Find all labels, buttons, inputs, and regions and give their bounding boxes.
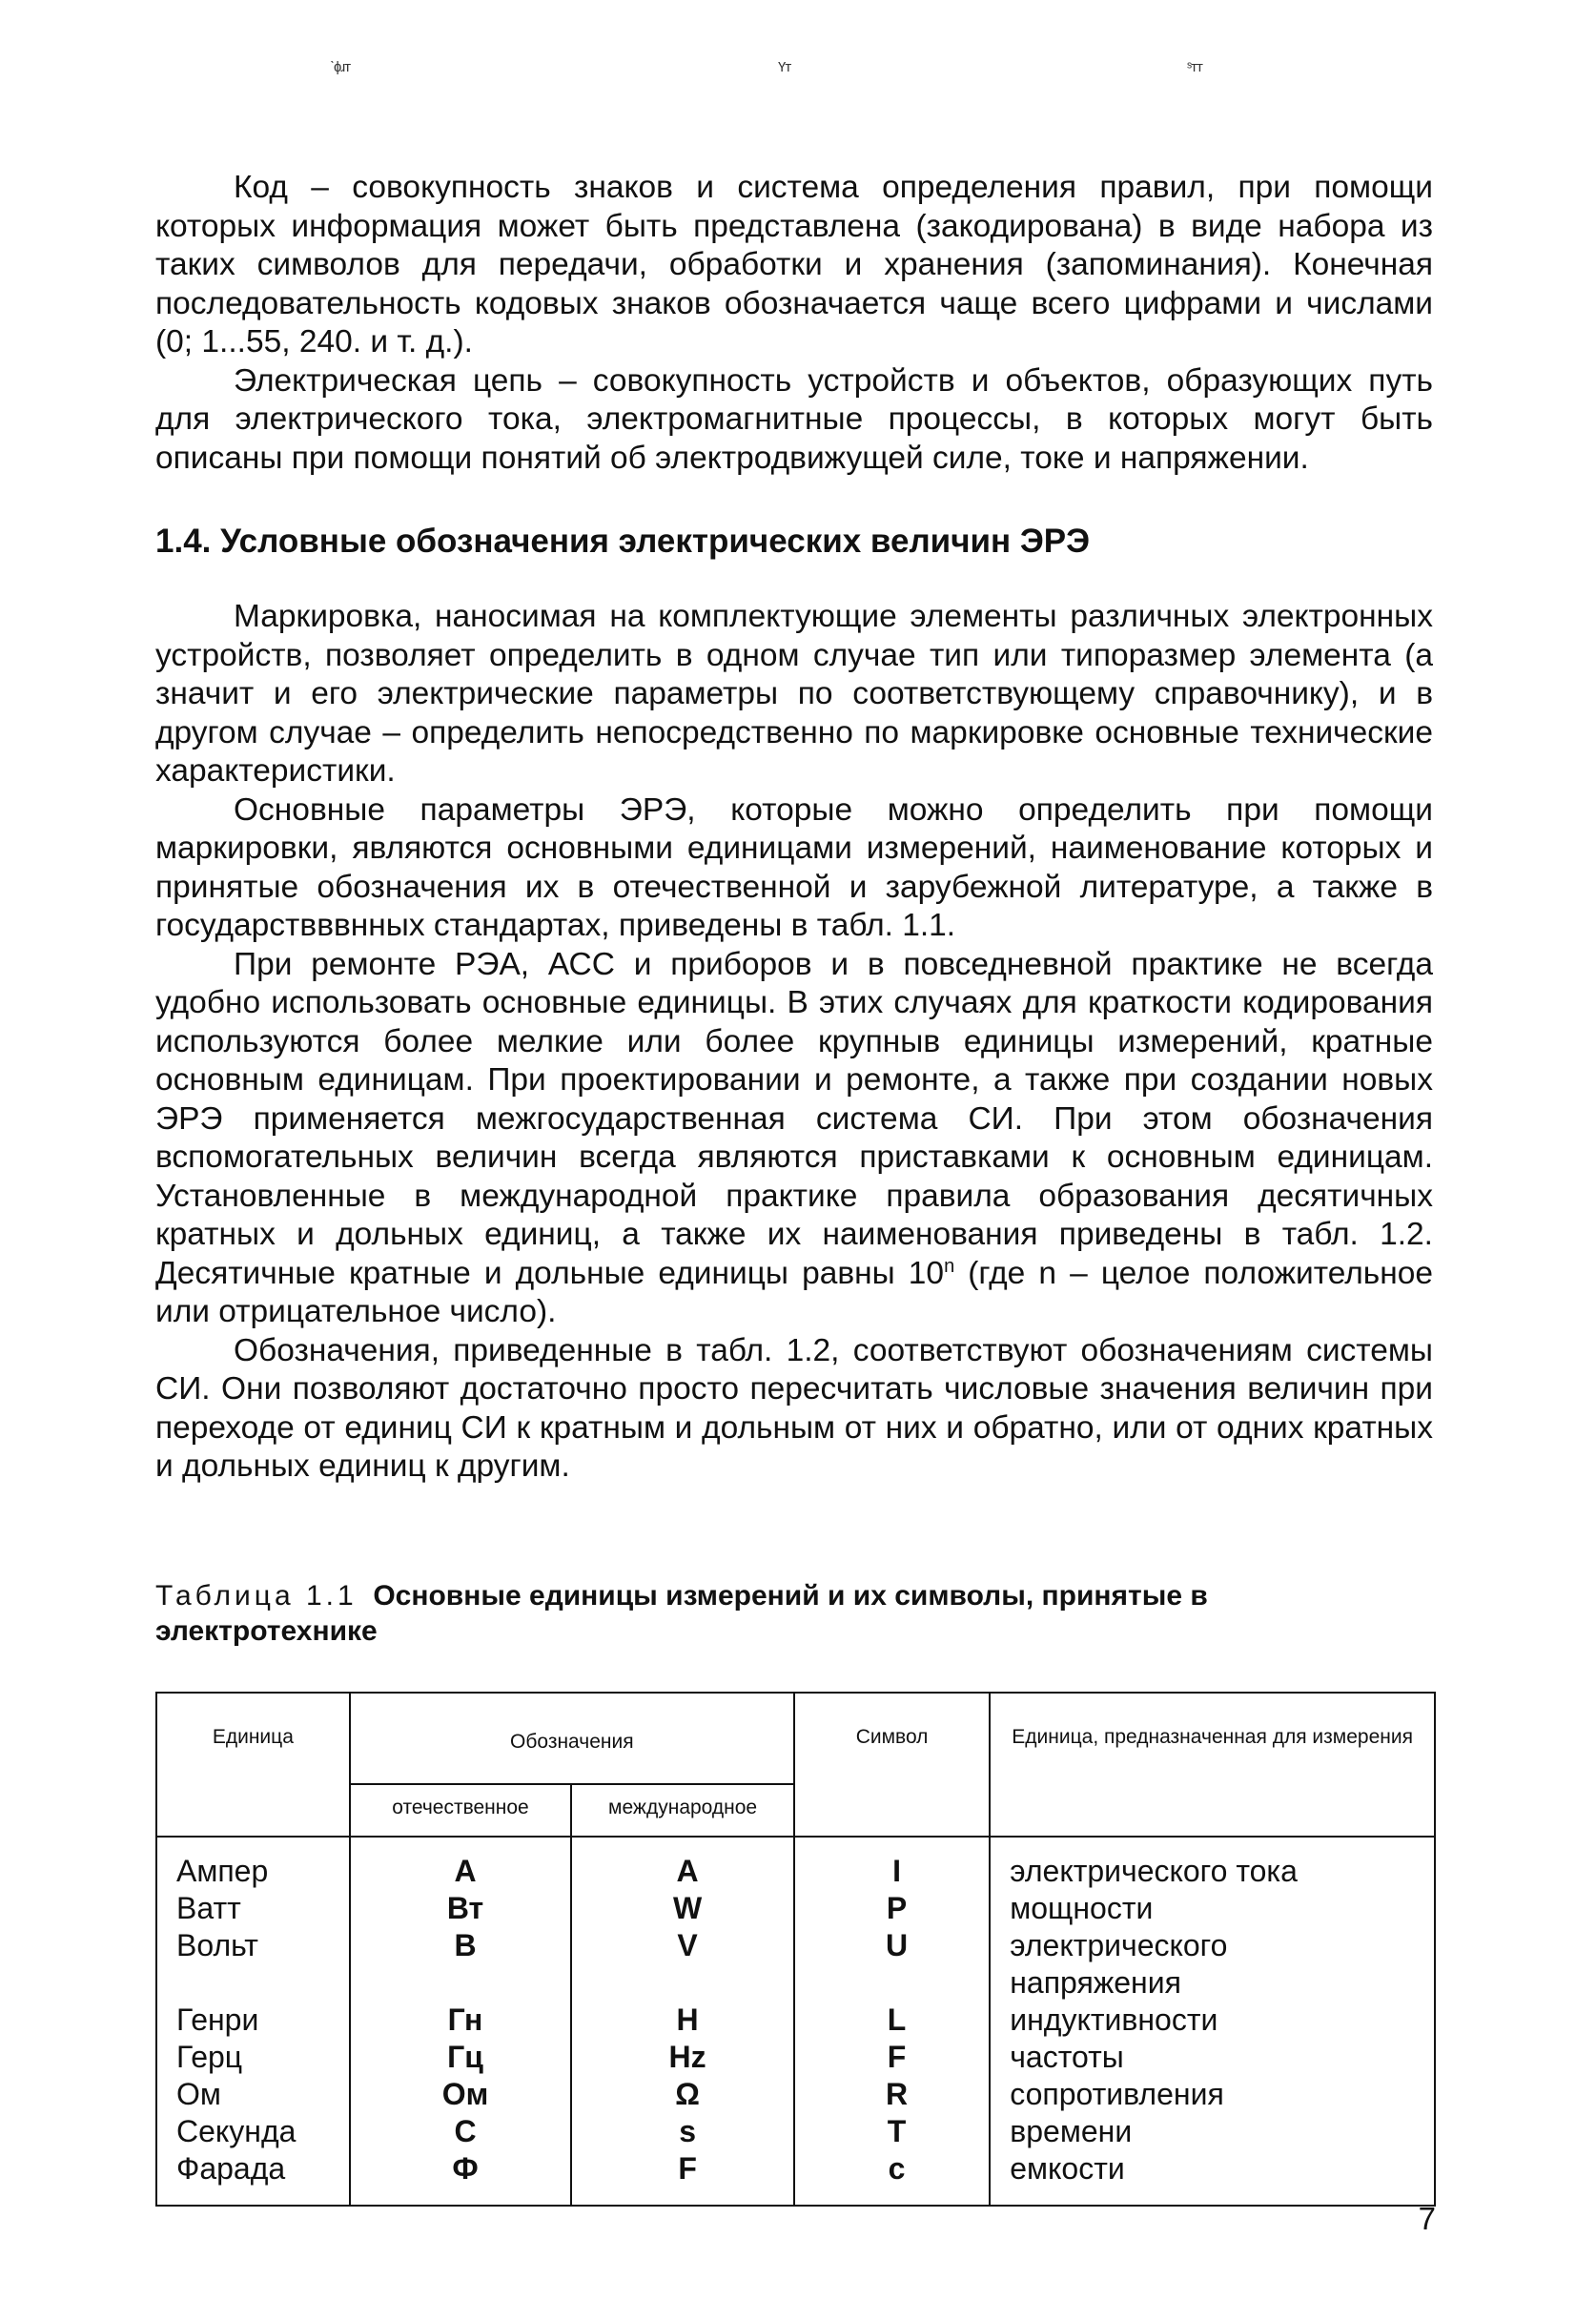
paragraph-repair-tail: (где n – целое положительное или отрицательное число). (155, 1255, 1434, 1329)
scan-mark: Үт (778, 59, 791, 75)
cell-international: F (571, 2150, 794, 2206)
cell-symbol: F (794, 2039, 990, 2076)
cell-unit: Вольт (156, 1927, 350, 2002)
cell-purpose: сопротивления (990, 2076, 1435, 2113)
cell-symbol: R (794, 2076, 990, 2113)
paragraph-repair-text: При ремонте РЭА, АСС и приборов и в повседневной практике не всегда удобно использовать основные единицы. В этих случаях для краткости кодирования используются более мелкие или более крупныв единицы измерений, кратные основным единицам. При проектировании и ремонте, а также при создании новых ЭРЭ применяется межгосударственная система СИ. При этом обозначения вспомогательных величин всегда являются приставками к основным единицам. Установленные в международной практике правила образования десятичных кратных и дольных единиц, а также их наименования приведены в табл. 1.2. Десятичные кратные и дольные единицы равны 10 (155, 946, 1433, 1291)
cell-unit: Ом (156, 2076, 350, 2113)
cell-international: H (571, 2002, 794, 2039)
cell-unit: Генри (156, 2002, 350, 2039)
cell-international: Hz (571, 2039, 794, 2076)
page-number: 7 (1418, 2201, 1436, 2236)
cell-unit: Секунда (156, 2113, 350, 2150)
cell-purpose: частоты (990, 2039, 1435, 2076)
cell-unit: Ампер (156, 1837, 350, 1890)
header-purpose: Единица, предназначенная для измерения (990, 1693, 1435, 1837)
cell-international: s (571, 2113, 794, 2150)
cell-unit: Ватт (156, 1890, 350, 1927)
cell-symbol: I (794, 1837, 990, 1890)
header-symbol: Символ (794, 1693, 990, 1837)
table-row (156, 2113, 1435, 2150)
scan-mark: ˋɸɹᴛ (330, 59, 351, 75)
cell-purpose: электрического напряжения (990, 1927, 1435, 2002)
header-domestic: отечественное (350, 1784, 572, 1837)
table-row (156, 1927, 1435, 2002)
paragraph-si-designations: Обозначения, приведенные в табл. 1.2, соответствуют обозначениям системы СИ. Они позволяют достаточно просто пересчитать числовые значения величин при переходе от единиц СИ к кратным и дольным от них и обратно, или от одних кратных и дольных единиц к другим. (155, 1332, 1433, 1484)
power-superscript: n (944, 1255, 955, 1277)
table-row (156, 2002, 1435, 2039)
header-unit: Единица (156, 1693, 350, 1837)
cell-unit: Фарада (156, 2150, 350, 2206)
cell-symbol: L (794, 2002, 990, 2039)
section-title: 1.4. Условные обозначения электрических величин ЭРЭ (155, 523, 1091, 560)
cell-domestic: С (350, 2113, 572, 2150)
paragraph-marking: Маркировка, наносимая на комплектующие элементы различных электронных устройств, позволяет определить в одном случае тип или типоразмер элемента (а значит и его электрические параметры по соответствующему справочнику), и в другом случае – определить непосредственно по маркировке основные технические характеристики. (155, 599, 1433, 789)
cell-international: A (571, 1837, 794, 1890)
cell-purpose: мощности (990, 1890, 1435, 1927)
header-designations: Обозначения (350, 1693, 794, 1784)
cell-symbol: P (794, 1890, 990, 1927)
cell-symbol: T (794, 2113, 990, 2150)
cell-domestic: А (350, 1837, 572, 1890)
scan-header-marks (0, 59, 1596, 78)
table-caption-label: Таблица 1.1 (155, 1580, 358, 1612)
intro-text (155, 169, 1433, 478)
table-caption-title: Основные единицы измерений и их символы, принятые в электротехнике (155, 1580, 1208, 1647)
cell-domestic: В (350, 1927, 572, 2002)
cell-domestic: Ом (350, 2076, 572, 2113)
table-row (156, 1837, 1435, 1890)
cell-symbol: U (794, 1927, 990, 2002)
units-table (155, 1692, 1436, 2207)
cell-international: V (571, 1927, 794, 2002)
cell-purpose: электрического тока (990, 1837, 1435, 1890)
paragraph-repair (155, 946, 1433, 1332)
table-row (156, 2039, 1435, 2076)
table-row (156, 2076, 1435, 2113)
cell-international: W (571, 1890, 794, 1927)
section-body (155, 598, 1433, 1487)
paragraph-parameters: Основные параметры ЭРЭ, которые можно определить при помощи маркировки, являются основными единицами измерений, наименование которых и принятые обозначения их в отечественной и зарубежной литературе, а также в государствввнных стандартах, приведены в табл. 1.1. (155, 791, 1433, 943)
cell-domestic: Вт (350, 1890, 572, 1927)
table-row (156, 2150, 1435, 2206)
scan-mark: ˢᴛᴛ (1187, 59, 1202, 75)
cell-domestic: Гц (350, 2039, 572, 2076)
cell-purpose: времени (990, 2113, 1435, 2150)
cell-international: Ω (571, 2076, 794, 2113)
cell-purpose: емкости (990, 2150, 1435, 2206)
header-international: международное (571, 1784, 794, 1837)
cell-unit: Герц (156, 2039, 350, 2076)
cell-domestic: Ф (350, 2150, 572, 2206)
paragraph-code-definition: Код – совокупность знаков и система определения правил, при помощи которых информация может быть представлена (закодирована) в виде набора из таких символов для передачи, обработки и хранения (запоминания). Конечная последовательность кодовых знаков обозначается чаще всего цифрами и числами (0; 1...55, 240. и т. д.). (155, 170, 1433, 359)
table-caption (155, 1578, 1433, 1649)
cell-symbol: c (794, 2150, 990, 2206)
cell-purpose: индуктивности (990, 2002, 1435, 2039)
cell-domestic: Гн (350, 2002, 572, 2039)
paragraph-circuit-definition: Электрическая цепь – совокупность устройств и объектов, образующих путь для электрического тока, электромагнитные процессы, в которых могут быть описаны при помощи понятий об электродвижущей силе, токе и напряжении. (155, 362, 1433, 476)
table-row (156, 1890, 1435, 1927)
